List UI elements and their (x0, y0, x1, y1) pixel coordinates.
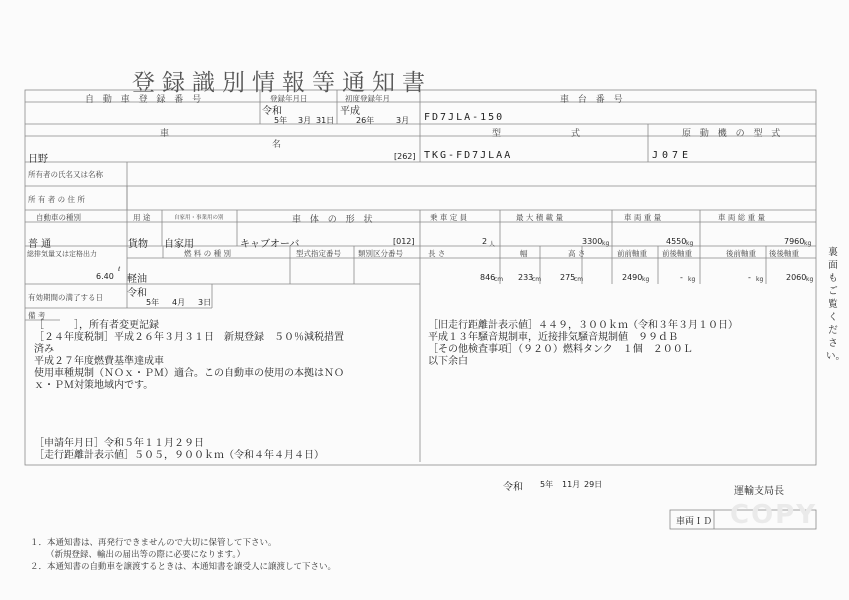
header-height: 高 さ (568, 249, 586, 258)
header-body-shape: 車 体 の 形 状 (292, 215, 376, 225)
header-rf-axle: 後前軸重 (726, 249, 756, 258)
header-gross-weight: 車 両 総 重 量 (718, 213, 766, 222)
fr-axle-value: - (680, 273, 683, 282)
remark-line: ［その他検査事項］（９２０）燃料タンク １個 ２００Ｌ (428, 344, 693, 355)
header-maker: 車 (160, 129, 173, 139)
reg-date-month: 3月 (298, 116, 312, 125)
rr-axle-value: 2060 (786, 273, 807, 282)
header-model: 型 (492, 129, 505, 139)
header-ff-axle: 前前軸重 (617, 249, 647, 258)
header-reg-date: 登録年月日 (270, 94, 308, 103)
ff-axle-value: 2490 (622, 273, 643, 282)
vehicle-weight-value: 4550 (666, 237, 687, 246)
remark-line: 平成２７年度燃費基準達成車 (34, 356, 164, 367)
remark-line: ［申請年月日］令和５年１１月２９日 (34, 438, 204, 449)
max-load-unit: kg (602, 240, 610, 247)
authority: 運輸支局長 (734, 486, 784, 497)
gross-weight-value: 7960 (784, 237, 805, 246)
reg-date-era: 令和 (262, 106, 282, 117)
chassis-no-value: FD7JLA-150 (424, 112, 505, 123)
footnote: ２．本通知書の自動車を譲渡するときは、本通知書を譲受人に譲渡して下さい。 (30, 562, 337, 572)
engine-model-value: J07E (652, 150, 693, 161)
header-displacement: 総排気量又は定格出力 (27, 250, 97, 258)
displacement-value: 6.40 (96, 272, 114, 281)
maker-code: [262] (394, 152, 416, 161)
width-value: 233 (518, 273, 534, 282)
purpose-value: 自家用 (164, 239, 194, 250)
capacity-value: 2 (482, 237, 488, 246)
reg-date-year: 5年 (274, 116, 288, 125)
displacement-unit: ℓ (118, 266, 121, 273)
header-capacity: 乗 車 定 員 (430, 213, 468, 222)
header-style: 式 (571, 129, 584, 139)
capacity-unit: 人 (489, 241, 496, 248)
header-fuel: 燃 料 の 種 別 (184, 249, 232, 258)
remarks-left-bottom (34, 438, 324, 462)
header-first-reg: 初度登録年月 (345, 94, 390, 103)
header-category-no: 類別区分番号 (358, 249, 403, 258)
header-rr-axle: 後後軸重 (769, 249, 799, 258)
header-use: 用 途 (133, 213, 151, 222)
first-reg-month: 3月 (396, 116, 410, 125)
expiry-month: 4月 (172, 298, 186, 307)
header-vehicle-type: 自動車の種別 (36, 213, 81, 222)
height-value: 275 (560, 273, 576, 282)
header-fr-axle: 前後軸重 (662, 249, 692, 258)
fr-axle-unit: kg (688, 276, 696, 283)
width-unit: cm (532, 276, 542, 283)
expiry-day: 3日 (198, 298, 212, 307)
rr-axle-unit: kg (806, 276, 814, 283)
footnotes (30, 537, 336, 573)
remark-line: 平成１３年騒音規制車，近接排気騒音規制値 ９９ｄＢ (428, 332, 678, 343)
first-reg-year: 26年 (356, 116, 375, 125)
vehicle-id-label: 車両ＩＤ (676, 517, 713, 527)
rf-axle-unit: kg (756, 276, 764, 283)
first-reg-era: 平成 (340, 106, 360, 117)
reg-date-day: 31日 (316, 116, 335, 125)
issue-month: 11月 (562, 480, 581, 489)
remark-line: ［走行距離計表示値］５０５，９００ｋｍ（令和４年４月４日） (34, 450, 324, 461)
header-length: 長 さ (428, 249, 446, 258)
remark-line: ［２４年度税制］平成２６年３月３１日 新規登録 ５０％減税措置 (34, 332, 344, 343)
body-code: [012] (393, 237, 415, 246)
remark-line: ［ ］，所有者変更記録 (34, 320, 159, 331)
header-width: 幅 (520, 249, 528, 258)
body-shape-value: キャブオーバ (240, 239, 300, 250)
header-expiry: 有効期間の満了する日 (28, 293, 103, 302)
vehicle-type-value: 普 通 (28, 239, 52, 250)
fuel-value: 軽油 (127, 274, 147, 285)
remarks-right (428, 320, 738, 368)
remark-line: ［旧走行距離計表示値］４４９，３００ｋｍ（令和３年３月１０日） (428, 320, 738, 331)
ff-axle-unit: kg (642, 276, 650, 283)
copy-watermark: COPY (730, 500, 818, 530)
header-max-load: 最 大 積 載 量 (516, 213, 564, 222)
vehicle-weight-unit: kg (686, 240, 694, 247)
footnote: （新規登録、輸出の届出等の際に必要になります。） (46, 550, 246, 560)
expiry-era: 令和 (127, 288, 147, 299)
header-owner-name: 所有者の氏名又は名称 (28, 170, 103, 179)
header-remarks: 備 考 (28, 311, 46, 320)
remarks-left (34, 320, 344, 392)
header-engine-model: 原 動 機 の 型 式 (682, 129, 784, 139)
header-owner-address: 所 有 者 の 住 所 (28, 195, 85, 204)
header-type-designation: 型式指定番号 (296, 249, 341, 258)
rf-axle-value: - (748, 273, 751, 282)
length-unit: cm (494, 276, 504, 283)
gross-weight-unit: kg (804, 240, 812, 247)
header-reg-no: 自 動 車 登 録 番 号 (85, 95, 205, 105)
issue-year: 5年 (540, 480, 554, 489)
use-value: 貨物 (128, 239, 148, 250)
header-vehicle-weight: 車 両 重 量 (624, 213, 662, 222)
length-value: 846 (480, 273, 496, 282)
height-unit: cm (574, 276, 584, 283)
side-note: 裏面もご覧ください。 (826, 247, 846, 362)
max-load-value: 3300 (582, 237, 603, 246)
issue-day: 29日 (584, 480, 603, 489)
footnote: １．本通知書は、再発行できませんので大切に保管して下さい。 (30, 538, 277, 548)
expiry-year: 5年 (146, 298, 160, 307)
model-value: TKG-FD7JLAA (424, 150, 513, 161)
document-title: 登録識別情報等通知書 (132, 70, 432, 96)
remark-line: ｘ・ＰＭ対策地域内です。 (34, 380, 154, 391)
issue-era: 令和 (503, 482, 523, 493)
header-chassis-no: 車 台 番 号 (560, 95, 626, 105)
remark-line: 使用車種規制（ＮＯｘ・ＰＭ）適合。この自動車の使用の本拠はＮＯ (34, 368, 344, 379)
header-purpose: 自家用・事業用の別 (174, 215, 224, 221)
header-name: 名 (272, 140, 285, 150)
remark-line: 以下余白 (428, 356, 468, 367)
maker-value: 日野 (28, 154, 48, 165)
remark-line: 済み (34, 344, 54, 355)
